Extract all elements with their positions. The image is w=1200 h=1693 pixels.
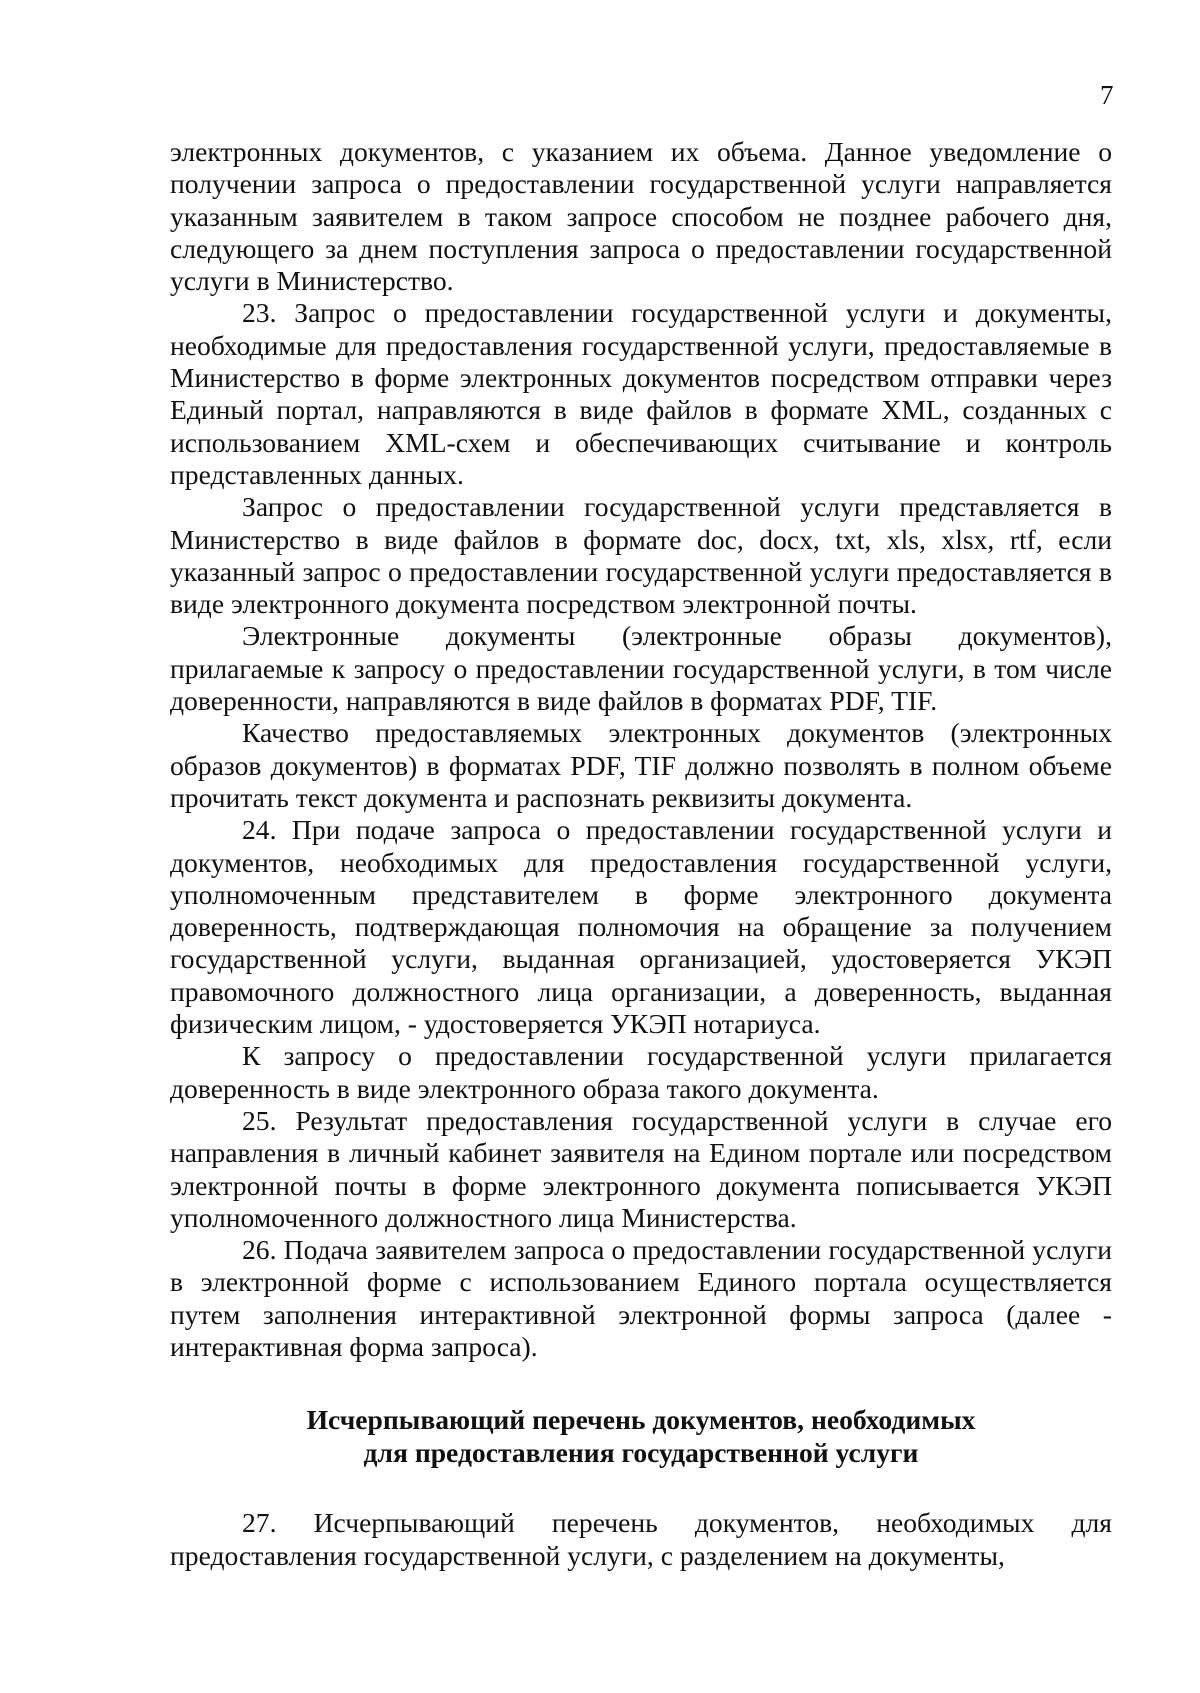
paragraph-request-formats: Запрос о предоставлении государственной услуги представляется в Министерство в виде файлов в формате doc, docx, txt, xls, xlsx, rtf, если указанный запрос о предоставлении государственной услуги предоставляется в виде электронного документа посредством электронной почты. [170,491,1112,620]
section-heading-line-2: для предоставления государственной услуги [363,1437,919,1468]
paragraph-23: 23. Запрос о предоставлении государственной услуги и документы, необходимые для предоставления государственной услуги, предоставляемые в Министерство в форме электронных документов посредством отправки через Единый портал, направляются в виде файлов в формате XML, созданных с использованием XML-схем и обеспечивающих считывание и контроль представленных данных. [170,297,1112,490]
section-heading [170,1403,1112,1469]
paragraph-25: 25. Результат предоставления государственной услуги в случае его направления в личный кабинет заявителя на Едином портале или посредством электронной почты в форме электронного документа пописывается УКЭП уполномоченного должностного лица Министерства. [170,1104,1112,1233]
paragraph-24: 24. При подаче запроса о предоставлении государственной услуги и документов, необходимых для предоставления государственной услуги, уполномоченным представителем в форме электронного документа доверенность, подтверждающая полномочия на обращение за получением государственной услуги, выданная организацией, удостоверяется УКЭП правомочного должностного лица организации, а доверенность, выданная физическим лицом, - удостоверяется УКЭП нотариуса. [170,814,1112,1040]
body-text [170,136,1112,1363]
page-number: 7 [1100,80,1114,110]
paragraph-power-of-attorney: К запросу о предоставлении государственной услуги прилагается доверенность в виде электронного образа такого документа. [170,1040,1112,1104]
paragraph-electronic-documents: Электронные документы (электронные образы документов), прилагаемые к запросу о предоставлении государственной услуги, в том числе доверенности, направляются в виде файлов в форматах PDF, TIF. [170,620,1112,717]
paragraph-continuation: электронных документов, с указанием их объема. Данное уведомление о получении запроса о предоставлении государственной услуги направляется указанным заявителем в таком запросе способом не позднее рабочего дня, следующего за днем поступления запроса о предоставлении государственной услуги в Министерство. [170,136,1112,297]
section-heading-line-1: Исчерпывающий перечень документов, необходимых [306,1404,976,1435]
paragraph-document-quality: Качество предоставляемых электронных документов (электронных образов документов) в форматах PDF, TIF должно позволять в полном объеме прочитать текст документа и распознать реквизиты документа. [170,717,1112,813]
paragraph-27: 27. Исчерпывающий перечень документов, необходимых для предоставления государственной услуги, с разделением на документы, [170,1507,1112,1571]
tail-text [170,1506,1112,1572]
paragraph-26: 26. Подача заявителем запроса о предоставлении государственной услуги в электронной форме с использованием Единого портала осуществляется путем заполнения интерактивной электронной формы запроса (далее - интерактивная форма запроса). [170,1234,1112,1362]
